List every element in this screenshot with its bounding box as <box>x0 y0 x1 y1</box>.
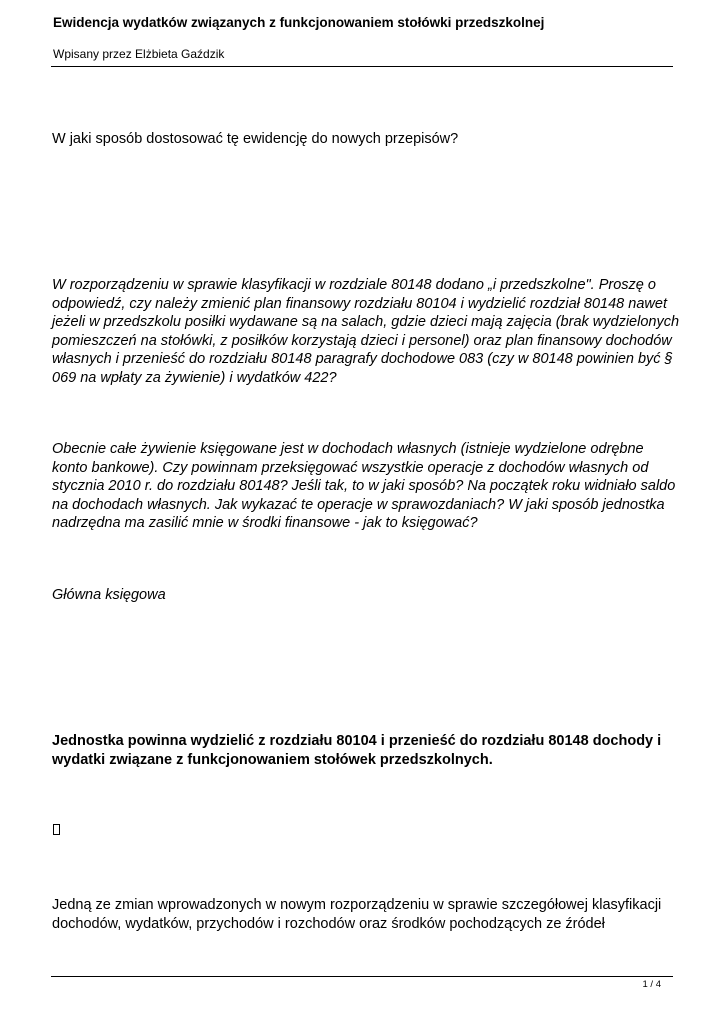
missing-glyph-icon <box>53 824 60 835</box>
question-heading: W jaki sposób dostosować tę ewidencję do nowych przepisów? <box>52 131 459 147</box>
question-details-paragraph-2: Obecnie całe żywienie księgowane jest w dochodach własnych (istnieje wydzielone odrębne konto bankowe). Czy powinnam przeksięgować wszystkie operacje z dochodów własnych od stycznia 2010 r. do rozdziału 80148? Jeśli tak, to w jaki sposób? Na początek roku widniało saldo na dochodach własnych. Jak wykazać te operacje w sprawozdaniach? W jaki sposób jednostka nadrzędna ma zasilić mnie w środki finansowe - jak to księgować? <box>52 441 676 531</box>
answer-summary: Jednostka powinna wydzielić z rozdziału 80104 i przenieść do rozdziału 80148 dochody i wydatki związane z funkcjonowaniem stołówek przedszkolnych. <box>52 733 662 768</box>
document-title: Ewidencja wydatków związanych z funkcjonowaniem stołówki przedszkolnej <box>53 15 545 30</box>
header-divider <box>51 66 673 67</box>
footer-divider <box>51 976 673 977</box>
question-signature: Główna księgowa <box>52 587 166 603</box>
page-number: 1 / 4 <box>642 979 661 990</box>
question-details-paragraph-1: W rozporządzeniu w sprawie klasyfikacji w rozdziale 80148 dodano „i przedszkolne". Proszę o odpowiedź, czy należy zmienić plan finansowy rozdziału 80104 i wydzielić rozdział 80148 nawet jeżeli w przedszkolu posiłki wydawane są na salach, gdzie dzieci mają zajęcia (brak wydzielonych pomieszczeń na stołówki, z posiłków korzystają dzieci i personel) oraz plan finansowy dochodów własnych i przenieść do rozdziału 80148 paragrafy dochodowe 083 (czy w 80148 powinien być § 069 na wpłaty za żywienie) i wydatków 422? <box>52 277 680 386</box>
answer-body-paragraph: Jedną ze zmian wprowadzonych w nowym rozporządzeniu w sprawie szczegółowej klasyfikacji dochodów, wydatków, przychodów i rozchodów oraz środków pochodzących ze źródeł <box>52 897 662 932</box>
author-line: Wpisany przez Elżbieta Gaździk <box>53 47 225 61</box>
